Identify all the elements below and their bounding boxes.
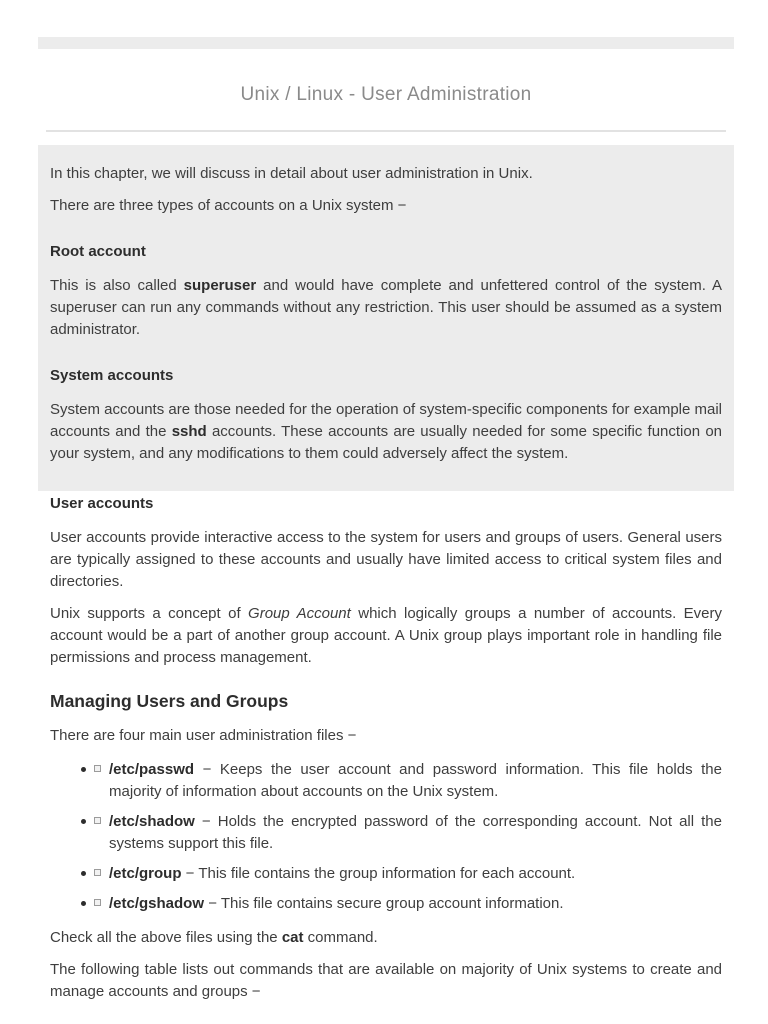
user-accounts-paragraph-2 [50, 603, 722, 669]
file-description: − Keeps the user account and password information. This file holds the majority of information about accounts on the Unix system. [109, 761, 722, 800]
file-path: /etc/gshadow [109, 895, 205, 912]
file-description: − This file contains the group information for each account. [181, 865, 576, 882]
intro-section [38, 145, 734, 491]
text-segment: accounts. These accounts are usually needed for some specific function on your system, and any modifications to them could adversely affect the system. [50, 423, 722, 462]
closing-paragraph: The following table lists out commands that are available on majority of Unix systems to create and manage accounts and groups − [50, 961, 722, 1000]
bullet-dot-icon [81, 767, 86, 772]
text-segment: and would have complete and unfettered control of the system. A superuser can run any commands without any restriction. This user should be assumed as a system administrator. [50, 277, 722, 338]
italic-term: Group Account [248, 605, 351, 622]
bullet-square-icon [94, 869, 101, 876]
user-accounts-section [38, 491, 734, 1003]
admin-files-list [50, 759, 722, 915]
bold-term: cat [281, 929, 304, 946]
list-item-etc-group [50, 863, 722, 885]
file-path: /etc/group [109, 865, 182, 882]
bullet-dot-icon [81, 871, 86, 876]
bullet-square-icon [94, 765, 101, 772]
file-description: − Holds the encrypted password of the corresponding account. Not all the systems support this file. [109, 813, 722, 852]
intro-paragraph-2: There are three types of accounts on a Unix system − [50, 197, 407, 214]
root-account-paragraph [50, 275, 722, 341]
text-segment: This is also called [50, 277, 184, 294]
list-item-etc-shadow [50, 811, 722, 855]
intro-paragraph-1: In this chapter, we will discuss in detail about user administration in Unix. [50, 165, 533, 182]
managing-intro-paragraph: There are four main user administration files − [50, 727, 357, 744]
user-accounts-paragraph-1: User accounts provide interactive access to the system for users and groups of users. General users are typically assigned to these accounts and usually have limited access to critical system files and directories. [50, 529, 722, 590]
title-divider [46, 130, 726, 132]
system-accounts-heading: System accounts [50, 367, 174, 384]
text-segment: which logically groups a number of accounts. Every account would be a part of another group account. A Unix group plays important role in handling file permissions and process management. [50, 605, 723, 666]
managing-users-heading: Managing Users and Groups [50, 691, 289, 711]
list-item-etc-gshadow [50, 893, 722, 915]
bullet-square-icon [94, 817, 101, 824]
bullet-square-icon [94, 899, 101, 906]
root-account-heading: Root account [50, 243, 146, 260]
bold-term: superuser [183, 277, 257, 294]
title-area [38, 84, 734, 132]
check-files-paragraph [50, 927, 722, 949]
bullet-dot-icon [81, 901, 86, 906]
file-path: /etc/passwd [109, 761, 195, 778]
user-accounts-heading: User accounts [50, 495, 154, 512]
bold-term: sshd [171, 423, 207, 440]
text-segment: System accounts are those needed for the operation of system-specific components for example mail accounts and the [50, 401, 723, 440]
text-segment: Check all the above files using the [50, 929, 282, 946]
bullet-dot-icon [81, 819, 86, 824]
system-accounts-paragraph [50, 399, 722, 465]
text-segment: Unix supports a concept of [50, 605, 249, 622]
page-title: Unix / Linux - User Administration [240, 84, 532, 105]
list-item-etc-passwd [50, 759, 722, 803]
section-divider-band [38, 37, 734, 49]
text-segment: command. [303, 929, 378, 946]
file-path: /etc/shadow [109, 813, 195, 830]
file-description: − This file contains secure group account information. [204, 895, 564, 912]
